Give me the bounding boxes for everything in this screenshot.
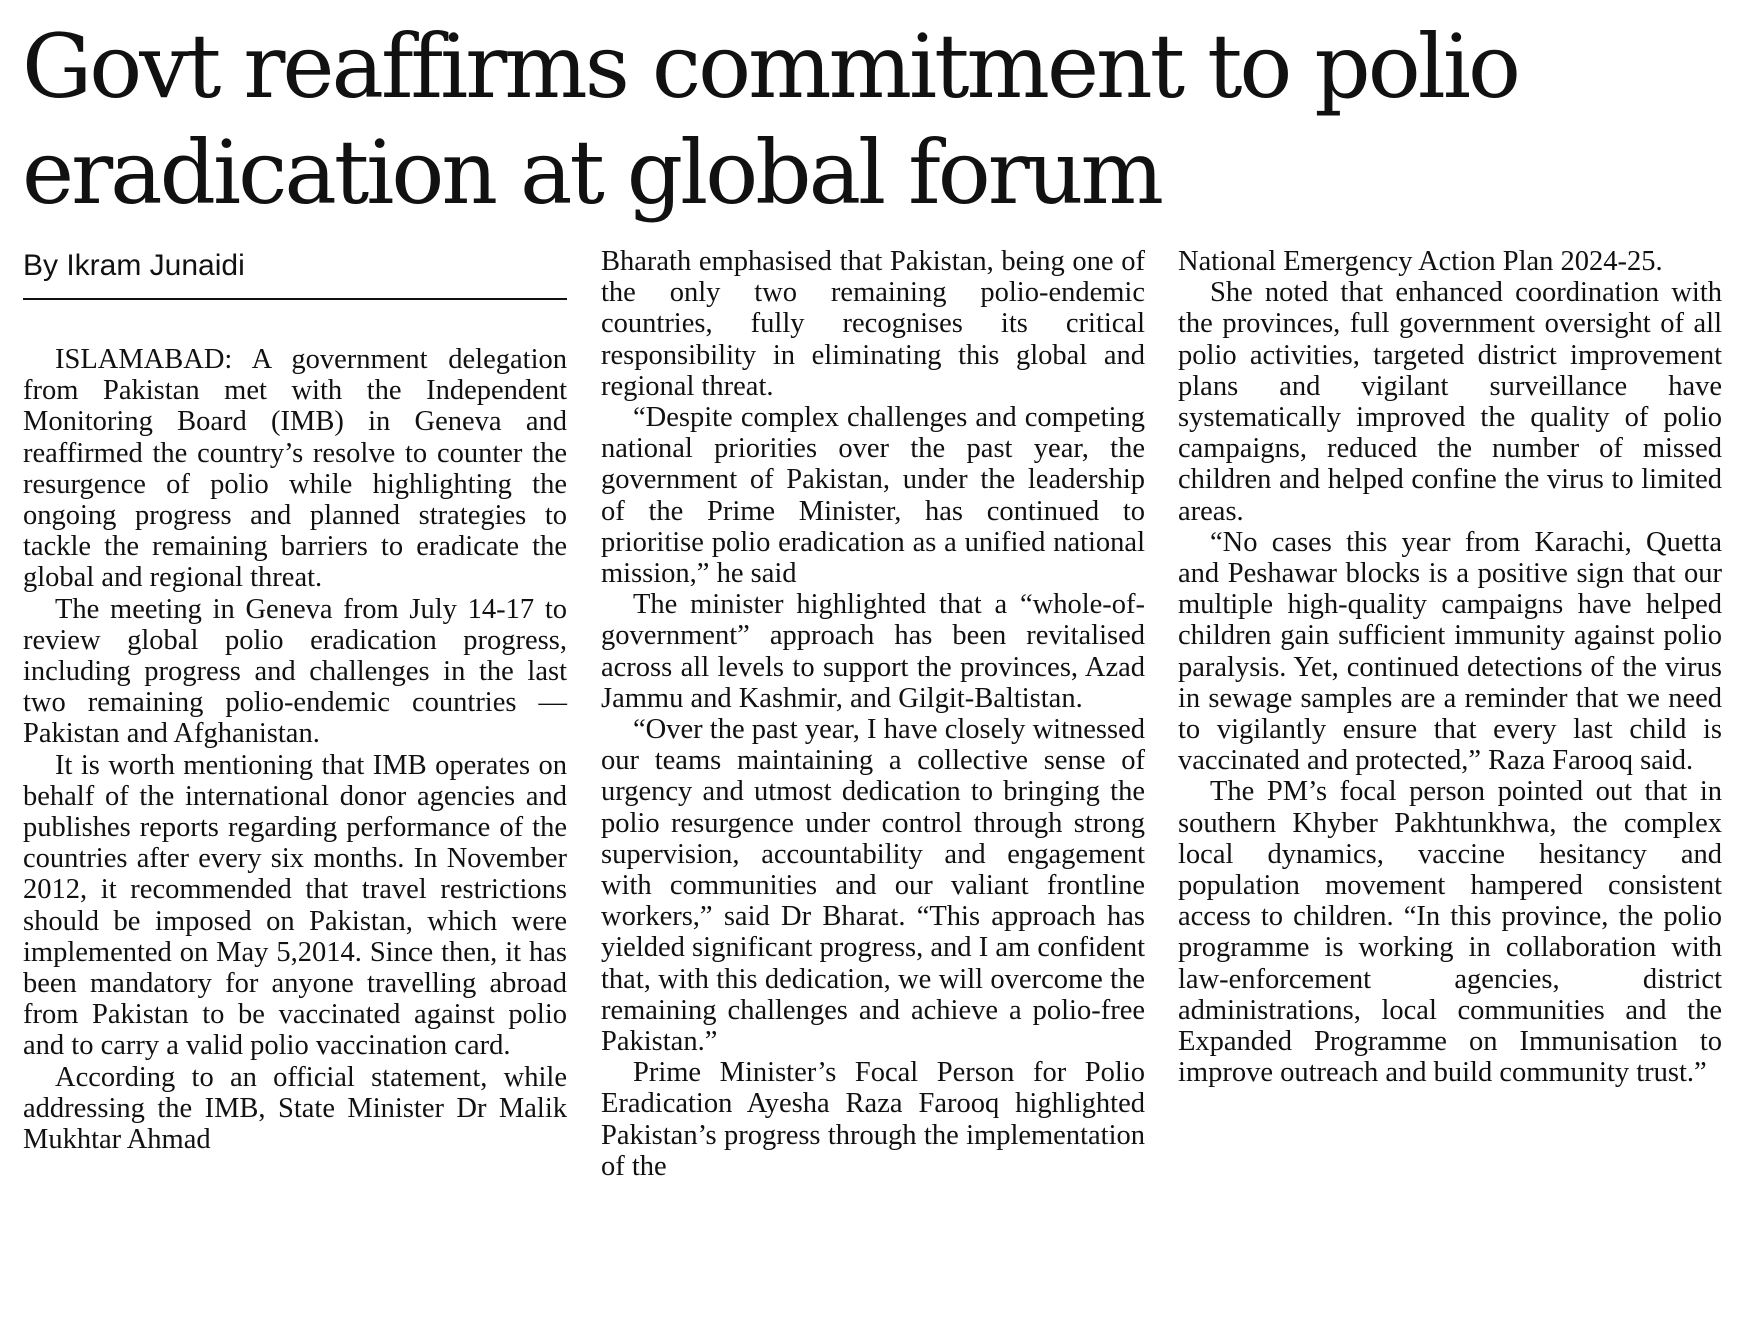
paragraph: It is worth mentioning that IMB operates on behalf of the international donor agencies and publishes reports regarding performance of the countries after every six months. In November 2012, it recommended that travel restrictions should be imposed on Pakistan, which were implemented on May 5,2014. Since then, it has been mandatory for anyone travelling abroad from Pakistan to be vaccinated against polio and to carry a valid polio vaccination card. xyxy=(23,749,567,1062)
headline: Govt reaffirms commitment to polio eradication at global forum xyxy=(22,15,1518,224)
paragraph: “Despite complex challenges and competing national priorities over the past year, the government of Pakistan, under the leadership of the Prime Minister, has continued to prioritise polio eradication as a unified national mission,” he said xyxy=(601,402,1145,590)
byline: By Ikram Junaidi xyxy=(23,246,567,300)
paragraph: The meeting in Geneva from July 14-17 to review global polio eradication progress, including progress and challenges in the last two remaining polio-endemic countries — Pakistan and Afghanistan. xyxy=(23,593,567,750)
paragraph: Prime Minister’s Focal Person for Polio Eradication Ayesha Raza Farooq highlighted Pakistan’s progress through the implementation of the xyxy=(601,1057,1145,1182)
column-3 xyxy=(1178,246,1722,1088)
column-1 xyxy=(23,246,567,1155)
paragraph-continued: National Emergency Action Plan 2024-25. xyxy=(1178,246,1663,277)
paragraph: She noted that enhanced coordination with the provinces, full government oversight of all polio activities, targeted district improvement plans and vigilant surveillance have systematically improved the quality of polio campaigns, reduced the number of missed children and helped confine the virus to limited areas. xyxy=(1178,277,1722,527)
paragraph: The PM’s focal person pointed out that in southern Khyber Pakhtunkhwa, the complex local dynamics, vaccine hesitancy and population movement hampered consistent access to children. “In this province, the polio programme is working in collaboration with law-enforcement agencies, district administrations, local communities and the Expanded Programme on Immunisation to improve outreach and build community trust.” xyxy=(1178,776,1722,1089)
paragraph: According to an official statement, while addressing the IMB, State Minister Dr Malik Mukhtar Ahmad xyxy=(23,1061,567,1156)
paragraph: “No cases this year from Karachi, Quetta and Peshawar blocks is a positive sign that our multiple high-quality campaigns have helped children gain sufficient immunity against polio paralysis. Yet, continued detections of the virus in sewage samples are a reminder that we need to vigilantly ensure that every last child is vaccinated and protected,” Raza Farooq said. xyxy=(1178,526,1722,777)
paragraph: The minister highlighted that a “whole-of-government” approach has been revitalised across all levels to support the provinces, Azad Jammu and Kashmir, and Gilgit-Baltistan. xyxy=(601,589,1145,714)
paragraph: “Over the past year, I have closely witnessed our teams maintaining a collective sense of urgency and utmost dedication to bringing the polio resurgence under control through strong supervision, accountability and engagement with communities and our valiant frontline workers,” said Dr Bharat. “This approach has yielded significant progress, and I am confident that, with this dedication, we will overcome the remaining challenges and achieve a polio-free Pakistan.” xyxy=(601,714,1145,1058)
paragraph-continued: Bharath emphasised that Pakistan, being one of the only two remaining polio-endemic countries, fully recognises its critical responsibility in eliminating this global and regional threat. xyxy=(601,246,1145,402)
column-2 xyxy=(601,246,1145,1182)
paragraph: ISLAMABAD: A government delegation from Pakistan met with the Independent Monitoring Board (IMB) in Geneva and reaffirmed the country’s resolve to counter the resurgence of polio while highlighting the ongoing progress and planned strategies to tackle the remaining barriers to eradicate the global and regional threat. xyxy=(23,344,567,594)
